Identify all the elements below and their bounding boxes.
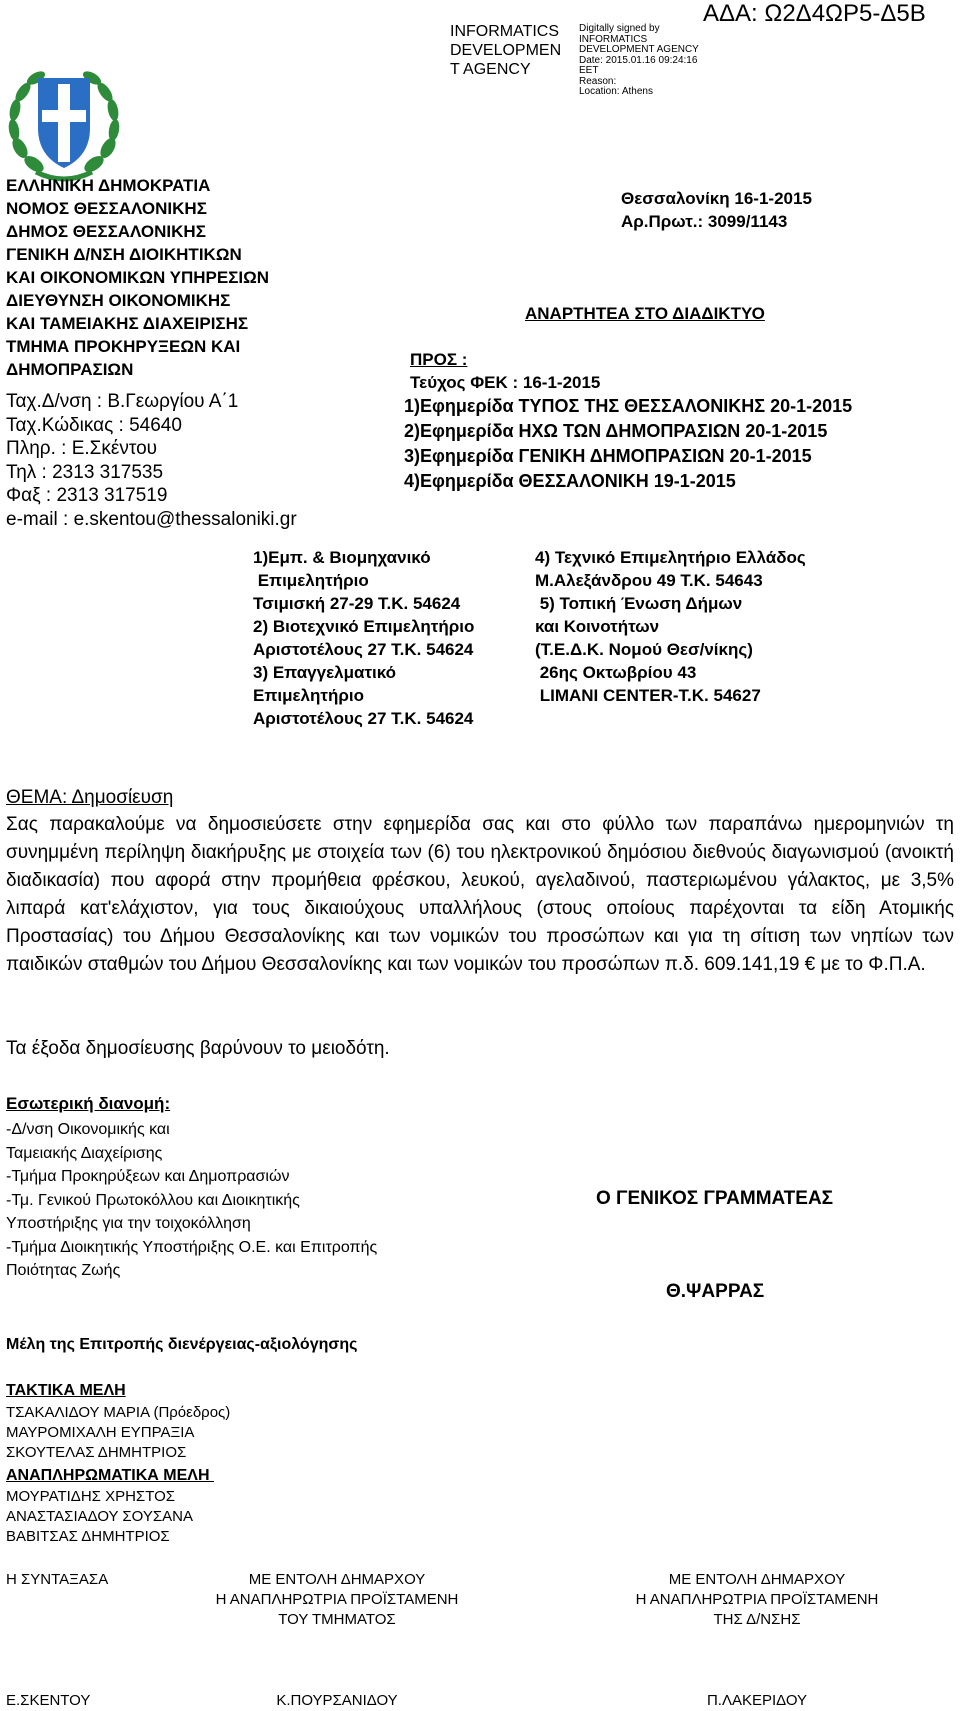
chamber-line: Επιμελητήριο <box>253 686 364 705</box>
distribution-line: Υποστήριξης για την τοιχοκόλληση <box>6 1215 251 1232</box>
contact-line: Ταχ.Κώδικας : 54640 <box>6 414 182 436</box>
expenses-note: Τα έξοδα δημοσίευσης βαρύνουν το μειοδότη. <box>6 1038 390 1059</box>
contact-line: Ταχ.Δ/νση : Β.Γεωργίου Α΄1 <box>6 391 239 412</box>
sender-contact <box>6 390 297 531</box>
committee-member: ΒΑΒΙΤΣΑΣ ΔΗΜΗΤΡΙΟΣ <box>6 1528 170 1545</box>
distribution-line: -Τμήμα Προκηρύξεων και Δημοπρασιών <box>6 1168 290 1185</box>
chamber-line: 26ης Οκτωβρίου 43 <box>535 663 697 682</box>
footer-signature-drafter <box>6 1570 108 1590</box>
regular-members-heading: ΤΑΚΤΙΚΑ ΜΕΛΗ <box>6 1382 126 1399</box>
signature-role: ΤΟΥ ΤΜΗΜΑΤΟΣ <box>278 1611 396 1628</box>
signature-detail: DEVELOPMENT AGENCY <box>579 44 699 55</box>
signature-detail: Reason: <box>579 75 617 87</box>
chamber-line: Τσιμισκή 27-29 Τ.Κ. 54624 <box>253 594 461 613</box>
contact-line: Πληρ. : Ε.Σκέντου <box>6 438 158 459</box>
newspaper-item: 4)Εφημερίδα ΘΕΣΣΑΛΟΝΙΚΗ 19-1-2015 <box>404 471 736 491</box>
chamber-line: 5) Τοπική Ένωση Δήμων <box>535 594 743 613</box>
signature-detail: EET <box>579 65 599 76</box>
chamber-line: Επιμελητήριο <box>253 571 369 590</box>
committee-heading: Μέλη της Επιτροπής διενέργειας-αξιολόγησης <box>6 1336 358 1353</box>
distribution-line: Ταμειακής Διαχείρισης <box>6 1144 163 1162</box>
committee-member: ΜΑΥΡΟΜΙΧΑΛΗ ΕΥΠΡΑΞΙΑ <box>6 1424 195 1441</box>
sender-line: ΓΕΝΙΚΗ Δ/ΝΣΗ ΔΙΟΙΚΗΤΙΚΩΝ <box>6 245 242 264</box>
sender-header <box>6 174 269 381</box>
chamber-line: Αριστοτέλους 27 Τ.Κ. 54624 <box>253 640 474 659</box>
sender-line: ΔΙΕΥΘΥΝΣΗ ΟΙΚΟΝΟΜΙΚΗΣ <box>6 291 231 310</box>
signature-role: Η ΑΝΑΠΛΗΡΩΤΡΙΑ ΠΡΟΪΣΤΑΜΕΝΗ <box>215 1591 459 1608</box>
subject-text: ΘΕΜΑ: Δημοσίευση <box>6 787 174 808</box>
sender-line: ΔΗΜΟΠΡΑΣΙΩΝ <box>6 360 134 379</box>
committee-member: ΣΚΟΥΤΕΛΑΣ ΔΗΜΗΤΡΙΟΣ <box>6 1444 187 1461</box>
signature-detail: Digitally signed by <box>579 23 660 34</box>
newspaper-item: 2)Εφημερίδα ΗΧΩ ΤΩΝ ΔΗΜΟΠΡΑΣΙΩΝ 20-1-2015 <box>404 421 828 441</box>
post-notice: ΑΝΑΡΤΗΤΕΑ ΣΤΟ ΔΙΑΔΙΚΤΥΟ <box>525 304 765 323</box>
newspaper-item: 1)Εφημερίδα ΤΥΠΟΣ ΤΗΣ ΘΕΣΣΑΛΟΝΙΚΗΣ 20-1-2015 <box>404 396 853 416</box>
general-secretary-name: Θ.ΨΑΡΡΑΣ <box>666 1281 765 1302</box>
fek-issue: Τεύχος ΦΕΚ : 16-1-2015 <box>410 373 601 392</box>
committee-member: ΑΝΑΣΤΑΣΙΑΔΟΥ ΣΟΥΣΑΝΑ <box>6 1508 193 1525</box>
digital-signature-details <box>579 24 699 98</box>
chamber-line: 2) Βιοτεχνικό Επιμελητήριο <box>253 617 475 636</box>
chamber-line: 3) Επαγγελματικό <box>253 663 397 682</box>
sender-line: ΕΛΛΗΝΙΚΗ ΔΗΜΟΚΡΑΤΙΑ <box>6 176 211 195</box>
general-secretary-title: Ο ΓΕΝΙΚΟΣ ΓΡΑΜΜΑΤΕΑΣ <box>596 1188 834 1209</box>
distribution-line: -Τμήμα Διοικητικής Υποστήριξης Ο.Ε. και Επιτροπής <box>6 1238 378 1256</box>
internal-distribution-heading: Εσωτερική διανομή: <box>6 1094 171 1113</box>
recipients-heading: ΠΡΟΣ : <box>410 350 468 369</box>
sender-line: ΚΑΙ ΟΙΚΟΝΟΜΙΚΩΝ ΥΠΗΡΕΣΙΩΝ <box>6 268 270 287</box>
director-name: Π.ΛΑΚΕΡΙΔΟΥ <box>706 1692 808 1709</box>
signer-line: T AGENCY <box>450 61 531 78</box>
signature-role: Η ΑΝΑΠΛΗΡΩΤΡΙΑ ΠΡΟΪΣΤΑΜΕΝΗ <box>635 1591 879 1608</box>
alternate-members-list <box>6 1487 193 1547</box>
chamber-line: Αριστοτέλους 27 Τ.Κ. 54624 <box>253 709 474 728</box>
drafter-name: Ε.ΣΚΕΝΤΟΥ <box>6 1692 91 1709</box>
chamber-line: 1)Εμπ. & Βιομηχανικό <box>253 548 431 567</box>
document-date: Θεσσαλονίκη 16-1-2015 <box>621 189 812 208</box>
committee-member: ΤΣΑΚΑΛΙΔΟΥ ΜΑΡΙΑ (Πρόεδρος) <box>6 1404 231 1421</box>
chamber-line: Μ.Αλεξάνδρου 49 Τ.Κ. 54643 <box>535 571 763 590</box>
greek-emblem-icon <box>6 64 122 184</box>
sender-line: ΤΜΗΜΑ ΠΡΟΚΗΡΥΞΕΩΝ ΚΑΙ <box>6 337 241 356</box>
contact-line: Φαξ : 2313 317519 <box>6 485 168 506</box>
footer-signature-section-head <box>206 1570 468 1630</box>
ada-number: ΑΔΑ: Ω2Δ4ΩΡ5-Δ5Β <box>703 0 926 27</box>
subject-label <box>6 784 173 812</box>
chamber-line: και Κοινοτήτων <box>535 617 660 636</box>
distribution-line: Ποιότητας Ζωής <box>6 1262 121 1279</box>
digital-signature-signer <box>450 22 561 79</box>
signer-line: DEVELOPMEN <box>450 42 562 59</box>
newspaper-list <box>404 394 852 494</box>
chamber-line: (Τ.Ε.Δ.Κ. Νομού Θεσ/νίκης) <box>535 640 753 659</box>
alternate-members-heading: ΑΝΑΠΛΗΡΩΜΑΤΙΚΑ ΜΕΛΗ <box>6 1467 214 1484</box>
signer-line: INFORMATICS <box>450 23 560 40</box>
signature-detail: Date: 2015.01.16 09:24:16 <box>579 54 698 66</box>
subject-body: Σας παρακαλούμε να δημοσιεύσετε στην εφημερίδα σας και στο φύλλο των παραπάνω ημερομηνιών τη συνημμένη περίληψη διακήρυξης με στοιχεία των (6) του ηλεκτρονικού δημόσιου διεθνούς διαγωνισμού (ανοικτή διαδικασία) που αφορά στην προμήθεια φρέσκου, λευκού, αγελαδινού, παστεριωμένου γάλακτος, με 3,5% λιπαρά κατ'ελάχιστον, για τους δικαιούχους υπαλλήλους (στους οποίους παρέχονται τα είδη Ατομικής Προστασίας) του Δήμου Θεσσαλονίκης και των νομικών του προσώπων και για τη σίτιση των νηπίων των παιδικών σταθμών του Δήμου Θεσσαλονίκης και των νομικών του προσώπων π.δ. 609.141,19 € με το Φ.Π.Α. <box>6 814 954 975</box>
newspaper-item: 3)Εφημερίδα ΓΕΝΙΚΗ ΔΗΜΟΠΡΑΣΙΩΝ 20-1-2015 <box>404 446 812 466</box>
sender-line: ΝΟΜΟΣ ΘΕΣΣΑΛΟΝΙΚΗΣ <box>6 199 207 218</box>
committee-member: ΜΟΥΡΑΤΙΔΗΣ ΧΡΗΣΤΟΣ <box>6 1488 176 1505</box>
sender-line: ΚΑΙ ΤΑΜΕΙΑΚΗΣ ΔΙΑΧΕΙΡΙΣΗΣ <box>6 314 249 333</box>
footer-signature-director <box>612 1570 902 1630</box>
signature-detail: INFORMATICS <box>579 33 648 45</box>
chambers-left <box>253 546 474 730</box>
signature-role: Η ΣΥΝΤΑΞΑΣΑ <box>6 1571 109 1588</box>
regular-members-list <box>6 1403 230 1463</box>
internal-distribution-list <box>6 1118 377 1283</box>
sender-line: ΔΗΜΟΣ ΘΕΣΣΑΛΟΝΙΚΗΣ <box>6 222 206 241</box>
signature-role: ΤΗΣ Δ/ΝΣΗΣ <box>713 1611 801 1628</box>
signature-role: ΜΕ ΕΝΤΟΛΗ ΔΗΜΑΡΧΟΥ <box>668 1571 846 1588</box>
contact-line: e-mail : e.skentou@thessaloniki.gr <box>6 508 297 530</box>
signature-role: ΜΕ ΕΝΤΟΛΗ ΔΗΜΑΡΧΟΥ <box>248 1571 426 1588</box>
chambers-right <box>535 546 806 707</box>
distribution-line: -Τμ. Γενικού Πρωτοκόλλου και Διοικητικής <box>6 1191 300 1209</box>
signature-detail: Location: Athens <box>579 86 653 97</box>
distribution-line: -Δ/νση Οικονομικής και <box>6 1121 170 1138</box>
protocol-number: Αρ.Πρωτ.: 3099/1143 <box>621 212 788 231</box>
chamber-line: LIMANI CENTER-Τ.Κ. 54627 <box>535 686 761 705</box>
contact-line: Τηλ : 2313 317535 <box>6 461 164 483</box>
chamber-line: 4) Τεχνικό Επιμελητήριο Ελλάδος <box>535 548 806 567</box>
section-head-name: Κ.ΠΟΥΡΣΑΝΙΔΟΥ <box>276 1692 398 1709</box>
